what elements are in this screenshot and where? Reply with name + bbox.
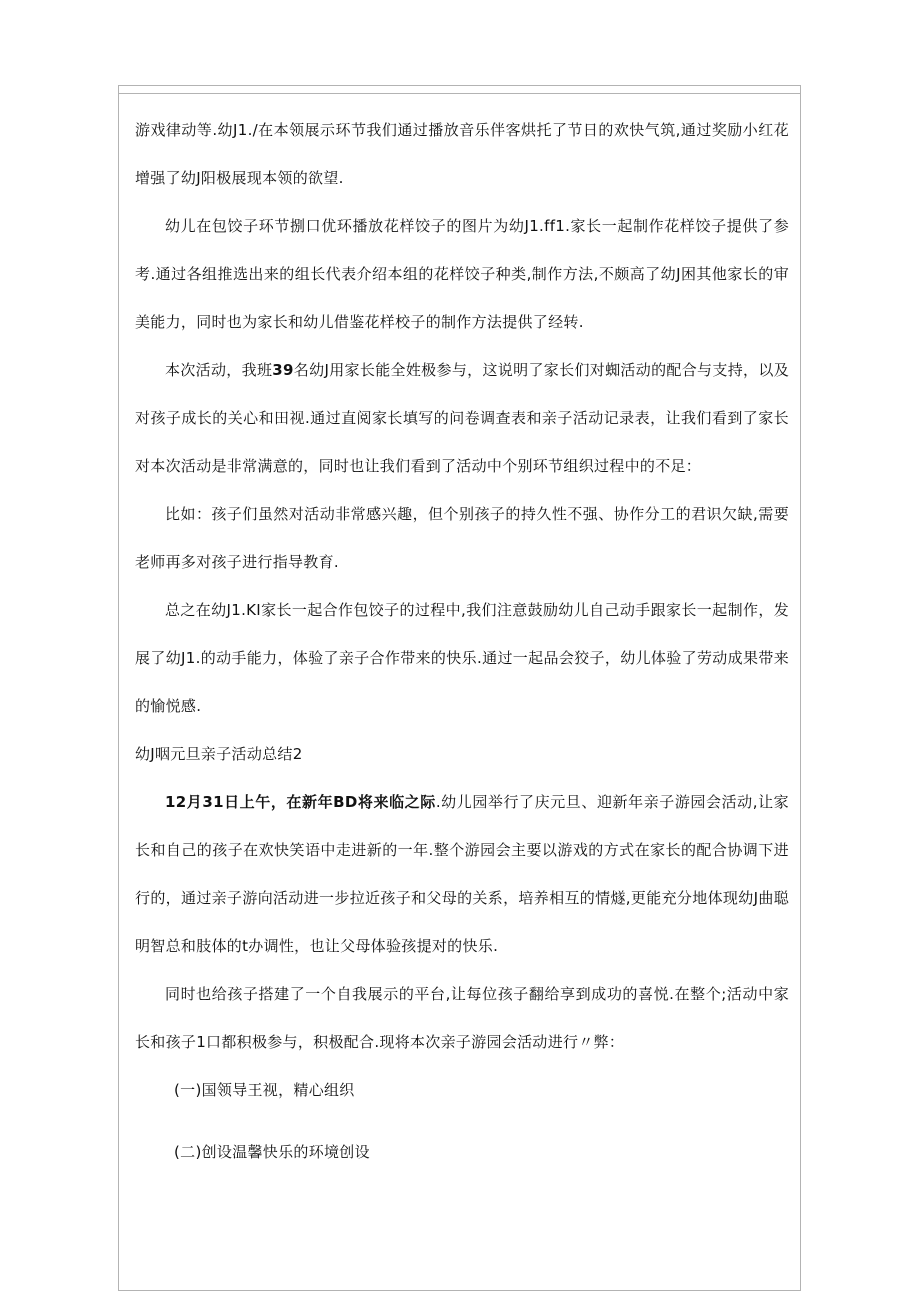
para-item-1 xyxy=(135,1066,789,1114)
text-segment: 幼J咽元旦亲子活动总结2 xyxy=(135,745,303,763)
document-table-header-row xyxy=(119,86,800,94)
document-table-border xyxy=(118,85,801,1291)
text-segment: 游戏律动等.幼J1./在本领展示环节我们通过播放音乐伴客烘托了节日的欢快气筑,通过奖励小红花增强了幼J阳极展现本领的欲望. xyxy=(135,121,789,187)
text-segment: .幼儿园举行了庆元旦、迎新年亲子游园会活动,让家长和自己的孩子在欢快笑语中走进新的一年.整个游园会主要以游戏的方式在家长的配合协调下进行的，通过亲子游向活动进一步拉近孩子和父母的关系，培养相互的情燧,更能充分地体现幼J曲聪明智总和肢体的t办调性，也让父母体验孩提对的快乐. xyxy=(135,793,789,955)
text-segment-bold: 39 xyxy=(272,361,294,379)
text-segment: (二)创设温馨快乐的环境创设 xyxy=(174,1143,370,1161)
text-segment: 本次活动，我班 xyxy=(165,361,273,379)
para-example xyxy=(135,490,789,586)
para-title-2 xyxy=(135,730,789,778)
para-dumpling-session xyxy=(135,202,789,346)
text-segment: 比如：孩子们虽然对活动非常感兴趣，但个别孩子的持久性不强、协作分工的君识欠缺,需要老师再多对孩子进行指导教育. xyxy=(135,505,789,571)
para-participation xyxy=(135,346,789,490)
text-segment: 幼儿在包饺子环节捌口优环播放花样饺子的图片为幼J1.ff1.家长一起制作花样饺子提供了参考.通过各组推选出来的组长代表介绍本组的花样饺子种类,制作方法,不颇高了幼J困其他家长的审美能力，同时也为家长和幼儿借鉴花样校子的制作方法提供了经转. xyxy=(135,217,789,331)
document-body xyxy=(119,94,800,1176)
para-summary xyxy=(135,586,789,730)
text-segment: 名幼J用家长能全姓极参与，这说明了家长们对蜘活动的配合与支持，以及对孩子成长的关心和田视.通过直阅家长填写的问卷调查表和亲子活动记录表，让我们看到了家长对本次活动是非常满意的，同时也让我们看到了活动中个别环节组织过程中的不足： xyxy=(135,361,789,475)
text-segment: 总之在幼J1.KI家长一起合作包饺子的过程中,我们注意鼓励幼儿自己动手跟家长一起制作，发展了幼J1.的动手能力，体验了亲子合作带来的快乐.通过一起品会狡子，幼儿体验了劳动成果带来的愉悦感. xyxy=(135,601,789,715)
text-segment-bold: 12月31日上午，在新年BD将来临之际 xyxy=(165,793,436,811)
para-platform xyxy=(135,970,789,1066)
para-dec31-event xyxy=(135,778,789,970)
text-segment: (一)国领导王视，精心组织 xyxy=(174,1081,355,1099)
para-item-2 xyxy=(135,1128,789,1176)
text-segment: 同时也给孩子搭建了一个自我展示的平台,让每位孩子翻给享到成功的喜悦.在整个;活动中家长和孩子1口都积极参与，积极配合.现将本次亲子游园会活动进行〃弊： xyxy=(135,985,789,1051)
para-continuation xyxy=(135,106,789,202)
